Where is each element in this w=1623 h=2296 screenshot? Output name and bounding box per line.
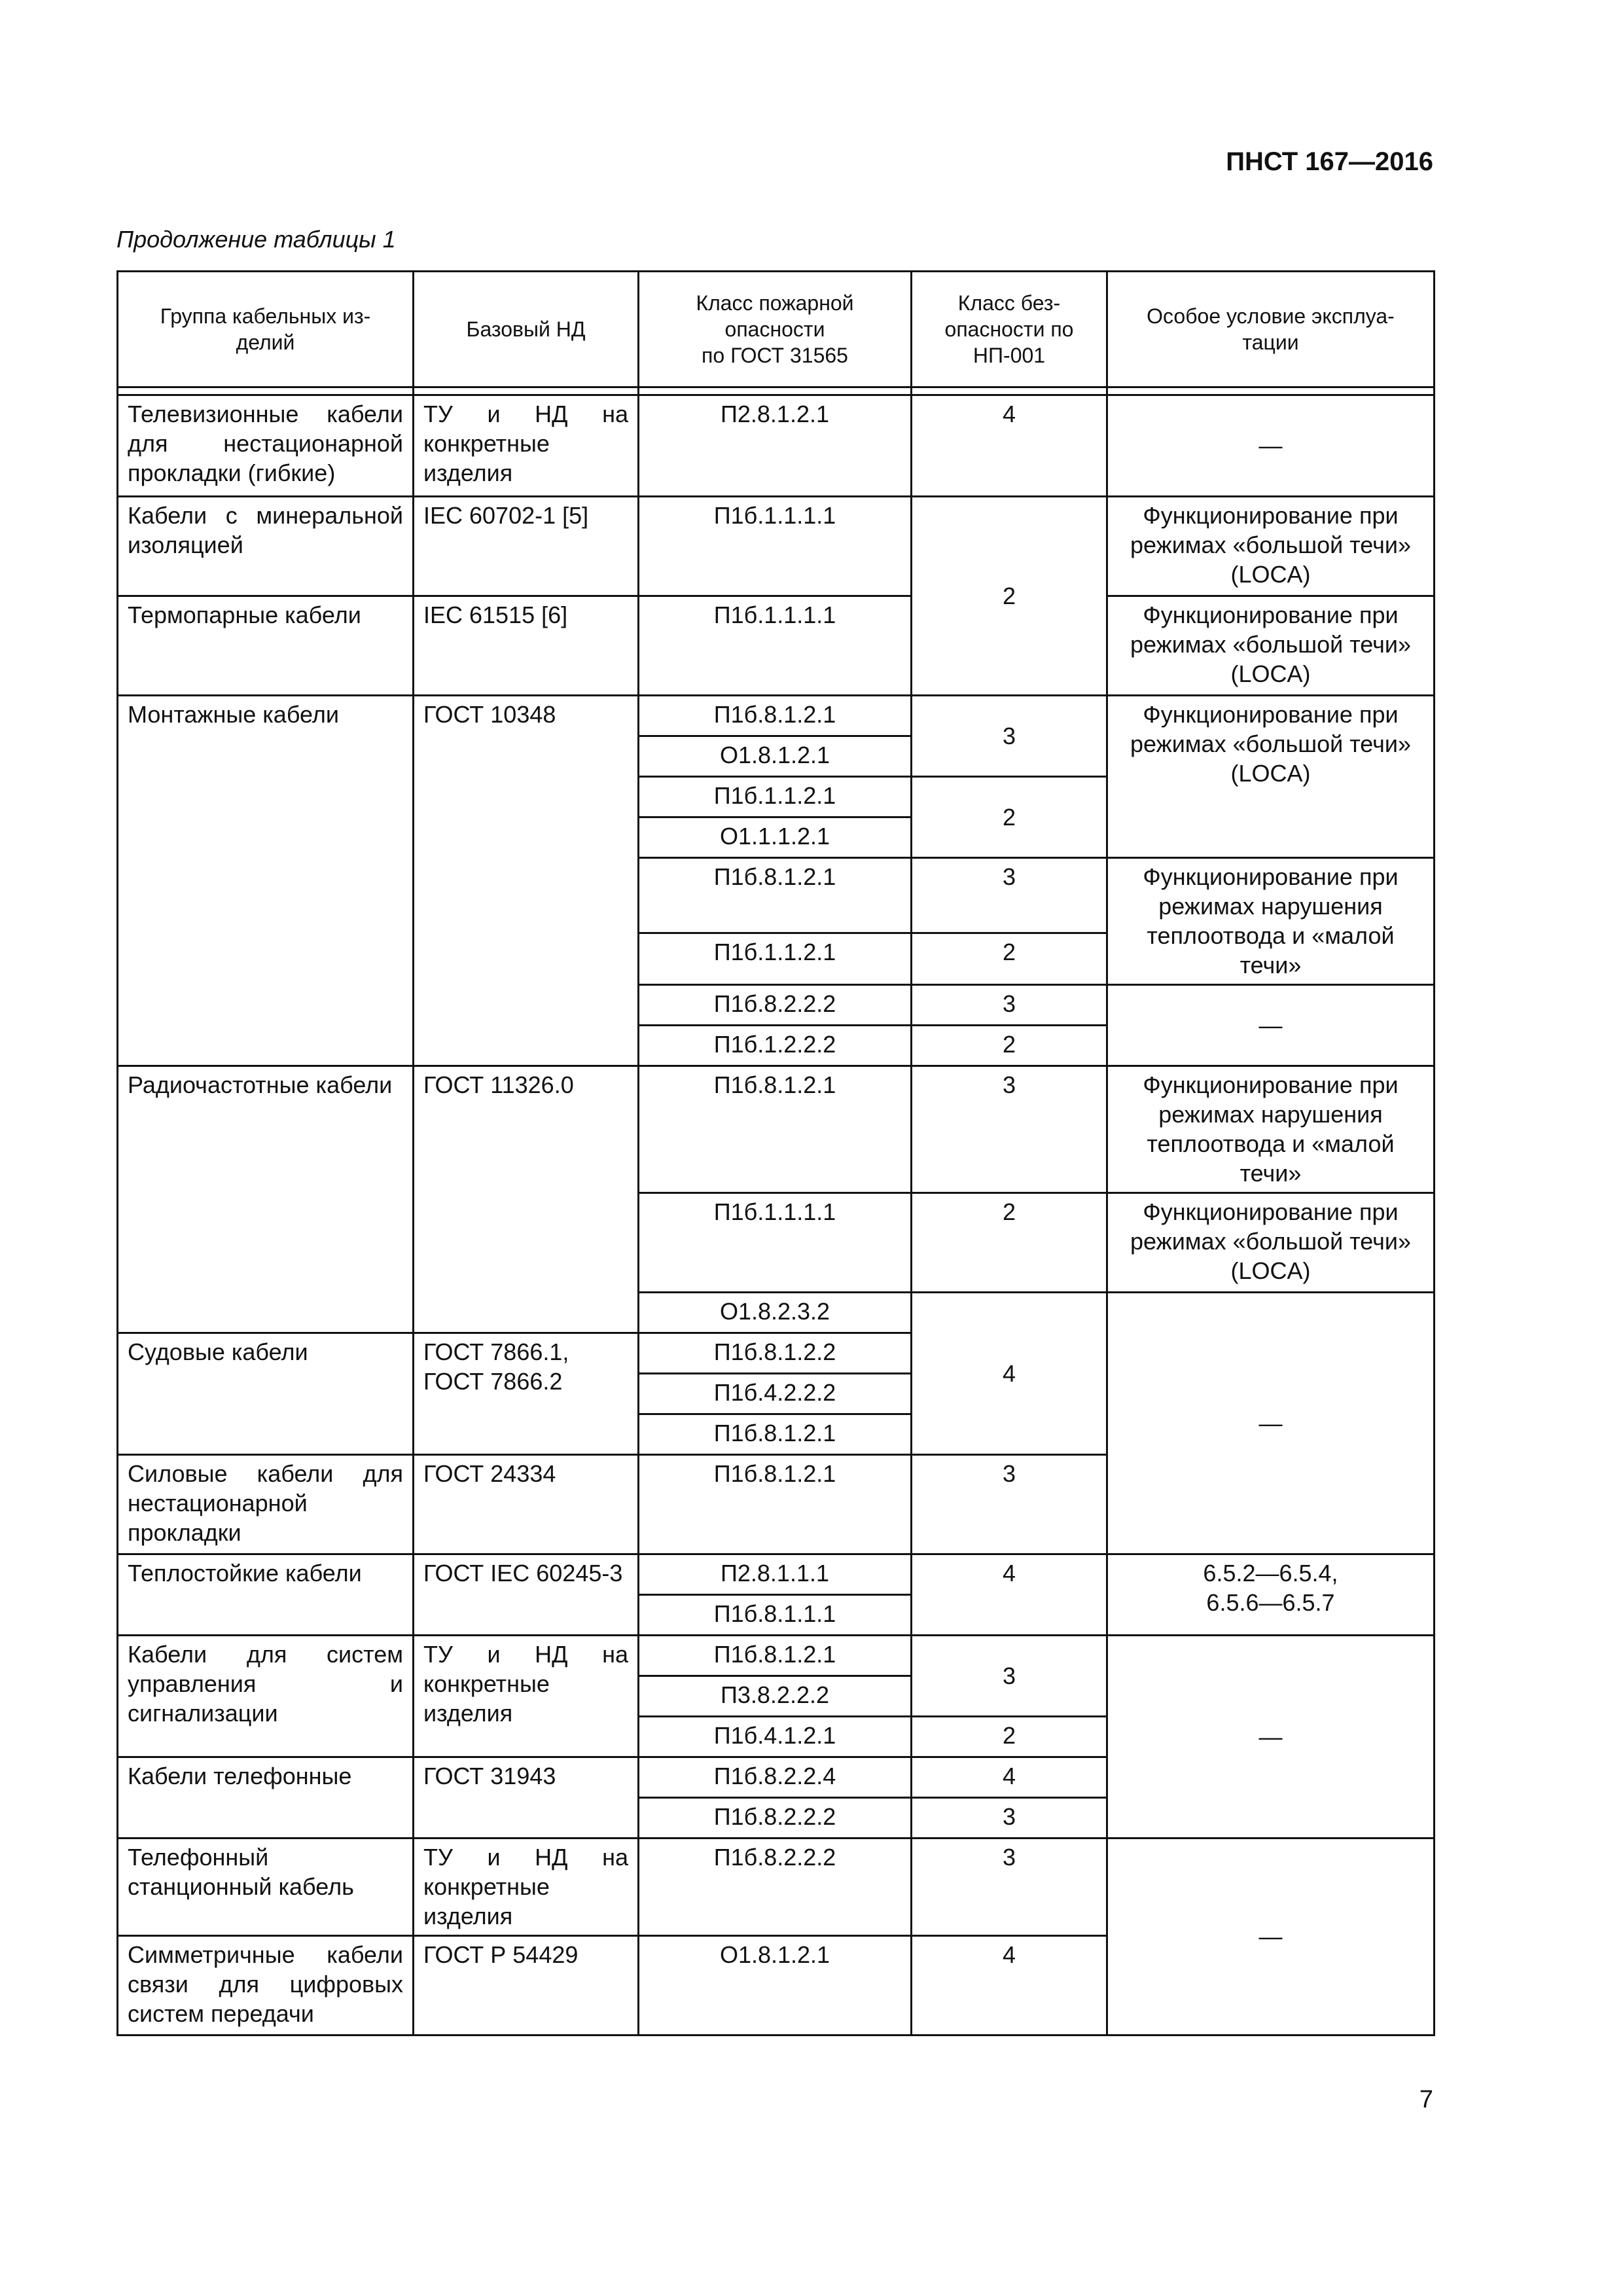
table-row xyxy=(118,395,1435,497)
header-separator xyxy=(118,387,1435,395)
cell-base-nd: ТУ и НД на конкретные изделия xyxy=(414,1839,639,1936)
table-row xyxy=(118,696,1435,736)
cell-fire-class: О1.8.1.2.1 xyxy=(639,1936,912,2036)
cell-fire-class: П1б.1.1.1.1 xyxy=(639,1193,912,1293)
cell-fire-class: П1б.8.1.2.1 xyxy=(639,696,912,736)
header-safety-class: Класс без- опасности по НП-001 xyxy=(912,272,1107,387)
cell-safety-class: 2 xyxy=(912,1193,1107,1293)
cell-safety-class: 4 xyxy=(912,1554,1107,1636)
cell-fire-class: О1.8.2.3.2 xyxy=(639,1293,912,1333)
cell-safety-class: 2 xyxy=(912,1717,1107,1757)
cell-base-nd: ТУ и НД на конкретные изделия xyxy=(414,395,639,497)
cable-table xyxy=(116,270,1435,2036)
cell-safety-class: 2 xyxy=(912,1026,1107,1066)
cell-base-nd: ГОСТ 10348 xyxy=(414,696,639,1066)
cell-fire-class: П1б.4.1.2.1 xyxy=(639,1717,912,1757)
cell-special-condition: Функционирование при режимах «большой течи» (LOCA) xyxy=(1107,497,1435,596)
cell-fire-class: П2.8.1.2.1 xyxy=(639,395,912,497)
cell-special-condition: 6.5.2—6.5.4, 6.5.6—6.5.7 xyxy=(1107,1554,1435,1636)
cell-fire-class: О1.8.1.2.1 xyxy=(639,736,912,777)
document-number: ПНСТ 167—2016 xyxy=(1226,147,1433,176)
cell-group: Теплостойкие кабели xyxy=(118,1554,414,1636)
cell-fire-class: П1б.8.1.2.1 xyxy=(639,858,912,933)
cell-fire-class: П1б.1.1.2.1 xyxy=(639,777,912,817)
cell-group: Кабели телефонные xyxy=(118,1757,414,1839)
cell-fire-class: П1б.1.1.1.1 xyxy=(639,497,912,596)
cell-fire-class: О1.1.1.2.1 xyxy=(639,817,912,858)
cell-safety-class: 3 xyxy=(912,1066,1107,1193)
table-row xyxy=(118,1636,1435,1676)
cell-special-condition: — xyxy=(1107,1839,1435,2036)
cell-group: Радиочастотные кабели xyxy=(118,1066,414,1333)
cell-group: Телефонный станционный кабель xyxy=(118,1839,414,1936)
header-base-nd: Базовый НД xyxy=(414,272,639,387)
cell-fire-class: П1б.8.1.2.1 xyxy=(639,1455,912,1554)
cell-fire-class: П1б.8.1.2.1 xyxy=(639,1414,912,1455)
cell-special-condition: Функционирование при режимах «большой течи» (LOCA) xyxy=(1107,1193,1435,1293)
cell-base-nd: ГОСТ Р 54429 xyxy=(414,1936,639,2036)
cell-special-condition: Функционирование при режимах нарушения теплоотвода и «малой течи» xyxy=(1107,858,1435,985)
cell-special-condition: Функционирование при режимах «большой течи» (LOCA) xyxy=(1107,696,1435,858)
cell-safety-class: 3 xyxy=(912,1839,1107,1936)
cell-fire-class: П1б.8.2.2.2 xyxy=(639,985,912,1026)
cell-group: Кабели с минеральной изоляцией xyxy=(118,497,414,596)
cell-base-nd: ГОСТ 31943 xyxy=(414,1757,639,1839)
cell-fire-class: П1б.4.2.2.2 xyxy=(639,1374,912,1414)
cell-safety-class: 2 xyxy=(912,777,1107,858)
cell-safety-class: 3 xyxy=(912,1798,1107,1839)
cell-base-nd: ГОСТ 7866.1, ГОСТ 7866.2 xyxy=(414,1333,639,1455)
table-row xyxy=(118,1066,1435,1193)
cell-safety-class: 2 xyxy=(912,497,1107,696)
cell-fire-class: П1б.1.1.2.1 xyxy=(639,933,912,984)
cell-fire-class: П1б.1.2.2.2 xyxy=(639,1026,912,1066)
cell-safety-class: 4 xyxy=(912,1936,1107,2036)
header-group: Группа кабельных из- делий xyxy=(118,272,414,387)
cell-fire-class: П1б.8.2.2.2 xyxy=(639,1798,912,1839)
cell-fire-class: П1б.1.1.1.1 xyxy=(639,596,912,696)
cell-safety-class: 3 xyxy=(912,985,1107,1026)
cell-safety-class: 4 xyxy=(912,1757,1107,1798)
cell-fire-class: П2.8.1.1.1 xyxy=(639,1554,912,1595)
cell-special-condition: Функционирование при режимах «большой течи» (LOCA) xyxy=(1107,596,1435,696)
cell-fire-class: П1б.8.1.1.1 xyxy=(639,1595,912,1636)
cell-special-condition: — xyxy=(1107,985,1435,1066)
cell-special-condition: — xyxy=(1107,1293,1435,1554)
table-header-row xyxy=(118,272,1435,387)
header-fire-class: Класс пожарной опасности по ГОСТ 31565 xyxy=(639,272,912,387)
cell-group: Кабели для систем управления и сигнализации xyxy=(118,1636,414,1757)
cell-fire-class: П1б.8.1.2.1 xyxy=(639,1066,912,1193)
cell-fire-class: П1б.8.2.2.4 xyxy=(639,1757,912,1798)
cell-safety-class: 4 xyxy=(912,1293,1107,1455)
cell-fire-class: П1б.8.2.2.2 xyxy=(639,1839,912,1936)
cell-safety-class: 3 xyxy=(912,1455,1107,1554)
table-row xyxy=(118,497,1435,596)
page-number: 7 xyxy=(1419,2086,1433,2113)
cell-safety-class: 3 xyxy=(912,1636,1107,1717)
cell-special-condition: — xyxy=(1107,395,1435,497)
cell-base-nd: IEC 61515 [6] xyxy=(414,596,639,696)
cell-base-nd: ГОСТ 11326.0 xyxy=(414,1066,639,1333)
cell-group: Телевизионные кабели для нестационарной прокладки (гибкие) xyxy=(118,395,414,497)
table-row xyxy=(118,1839,1435,1936)
cell-safety-class: 4 xyxy=(912,395,1107,497)
cell-safety-class: 3 xyxy=(912,696,1107,777)
cell-group: Силовые кабели для нестационарной прокладки xyxy=(118,1455,414,1554)
cell-safety-class: 3 xyxy=(912,858,1107,933)
table-row xyxy=(118,596,1435,696)
table-caption: Продолжение таблицы 1 xyxy=(116,226,396,253)
cell-special-condition: — xyxy=(1107,1636,1435,1839)
cell-group: Термопарные кабели xyxy=(118,596,414,696)
cell-base-nd: ТУ и НД на конкретные изделия xyxy=(414,1636,639,1757)
cell-safety-class: 2 xyxy=(912,933,1107,984)
table-row xyxy=(118,1554,1435,1595)
cell-fire-class: П1б.8.1.2.1 xyxy=(639,1636,912,1676)
cell-base-nd: ГОСТ 24334 xyxy=(414,1455,639,1554)
cell-group: Симметричные кабели связи для цифровых систем передачи xyxy=(118,1936,414,2036)
cell-special-condition: Функционирование при режимах нарушения теплоотвода и «малой течи» xyxy=(1107,1066,1435,1193)
header-special-condition: Особое условие эксплуа- тации xyxy=(1107,272,1435,387)
cell-base-nd: IEC 60702-1 [5] xyxy=(414,497,639,596)
cell-fire-class: П1б.8.1.2.2 xyxy=(639,1333,912,1374)
cell-base-nd: ГОСТ IEC 60245-3 xyxy=(414,1554,639,1636)
cell-group: Монтажные кабели xyxy=(118,696,414,1066)
cell-fire-class: П3.8.2.2.2 xyxy=(639,1676,912,1717)
cell-group: Судовые кабели xyxy=(118,1333,414,1455)
